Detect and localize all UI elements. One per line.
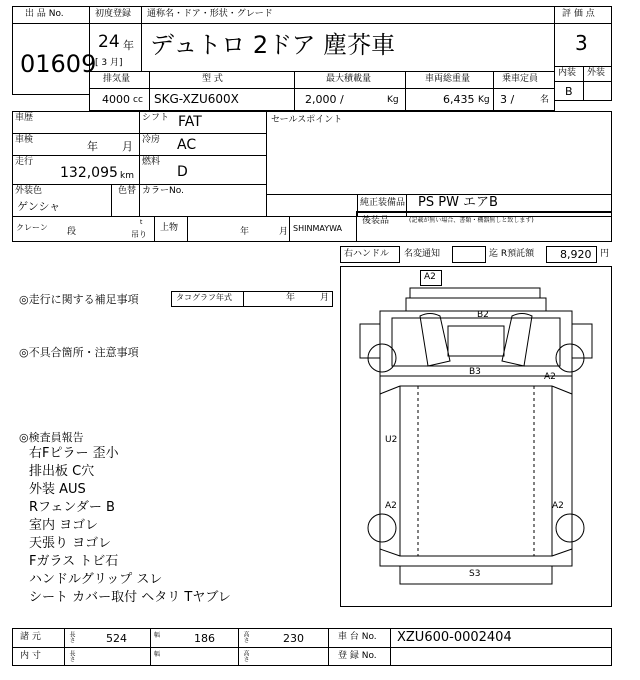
max-load-unit: Kg [387,95,399,105]
report-line: シート カバー取付 ヘタリ Tヤブレ [29,590,231,605]
height-value: 230 [283,632,304,645]
damage-mark: A2 [424,272,436,282]
inspection-month-unit: 月 [122,140,133,153]
registration-month: [ 3 月] [95,58,123,68]
transfer-notice-label: 名変通知 [404,249,441,259]
aircon-value: AC [177,137,197,153]
inner-dims-label: 内 寸 [20,651,41,661]
damage-mark: S3 [469,569,481,579]
interior-grade: B [565,85,573,98]
report-line: 排出板 C穴 [29,464,95,479]
damage-mark: U2 [385,435,398,445]
shift-value: FAT [178,114,202,130]
report-line: ハンドルグリップ スレ [29,572,163,587]
report-line: 外装 AUS [29,482,86,497]
color-change-label: 色替 [118,186,137,196]
body-maker: SHINMAYWA [293,224,343,233]
truck-outline [340,266,612,607]
shift-label: シフト [142,113,170,123]
recycle-deadline-label: 迄 R預託額 [489,249,535,259]
gross-weight-unit: Kg [478,95,490,105]
mileage-label: 走行 [15,157,34,167]
history-label: 車歴 [15,113,34,123]
tacho-label: タコグラフ年式 [176,293,232,302]
damage-mark: B3 [469,367,481,377]
body-year-unit: 年 [240,227,250,237]
dims-label: 諸 元 [20,632,41,642]
max-load-label: 最大積載量 [326,74,372,84]
first-registration-label: 初度登録 [95,9,132,19]
inspection-year-unit: 年 [87,140,98,153]
transfer-notice-field [452,246,486,263]
aftermarket-note: (記載が無い場合、書類・機器無しと致します) [409,217,534,224]
report-line: 室内 ヨゴレ [29,518,99,533]
details-box [12,111,612,217]
year-unit: 年 [123,39,134,52]
lot-number: 01609 [20,50,97,78]
crane-label: クレーン [16,223,48,232]
genuine-equipment: PS PW エアB [418,195,498,210]
displacement-label: 排気量 [103,74,131,84]
lot-label: 出 品 No. [25,9,64,19]
body-label: 上物 [160,223,179,233]
aftermarket-label: 後装品 [362,216,390,226]
yen-unit: 円 [600,249,610,259]
width-value: 186 [194,632,215,645]
length-label: 長さ [68,631,75,643]
damage-mark: B2 [477,310,489,320]
km-unit: km [120,171,134,181]
recycle-fee: 8,920 [560,248,592,261]
body-month-unit: 月 [279,227,289,237]
registration-year: 24 [98,32,120,52]
inspector-report-label: ◎検査員報告 [19,431,84,444]
report-line: 天張り ヨゴレ [29,536,112,551]
length-value: 524 [106,632,127,645]
chassis-number: XZU600-0002404 [397,630,512,645]
fuel-label: 燃料 [142,157,161,167]
chassis-label: 車 台 No. [338,632,377,642]
overall-score: 3 [575,31,588,55]
tacho-month-unit: 月 [320,293,330,303]
displacement: 4000 [102,93,130,106]
inner-height-label: 高さ [242,650,249,662]
capacity: 3 / [500,93,515,106]
inspection-label: 車検 [15,135,34,145]
color-code-label: カラーNo. [142,186,184,196]
running-notes-label: ◎走行に関する補足事項 [19,293,139,306]
mileage-value: 132,095 [60,165,118,181]
color-value: ゲンシャ [17,200,61,213]
capacity-unit: 名 [540,95,550,105]
inner-length-label: 長さ [68,650,75,662]
model-code: SKG-XZU600X [154,92,239,106]
damage-mark: A2 [544,372,556,382]
model-label: 型 式 [202,74,223,84]
registration-no-label: 登 録 No. [338,651,377,661]
gross-weight-label: 車両総重量 [425,74,471,84]
height-label: 高さ [242,631,249,643]
interior-label: 内装 [558,68,577,78]
crane-ton: t [140,219,143,226]
gross-weight: 6,435 [443,93,475,106]
sales-point-label: セールスポイント [271,115,343,125]
report-line: 右Fピラー 歪小 [29,446,119,461]
crane-hang: 吊り [131,230,147,239]
inner-width-label: 幅 [154,651,161,658]
damage-mark: A2 [552,501,564,511]
grade-label: 評 価 点 [562,9,595,19]
report-line: Fガラス トビ石 [29,554,119,569]
report-line: Rフェンダー B [29,500,115,515]
damage-mark: A2 [385,501,397,511]
fuel-value: D [177,164,188,180]
cc-unit: cc [133,95,143,105]
car-name: デュトロ 2ドア 塵芥車 [150,31,396,59]
tacho-year-unit: 年 [286,293,296,303]
crane-stage: 段 [67,227,77,237]
capacity-label: 乗車定員 [502,74,539,84]
color-label: 外装色 [15,186,43,196]
defect-notes-label: ◎不具合箇所・注意事項 [19,346,139,359]
exterior-label: 外装 [587,68,606,78]
genuine-label: 純正装備品 [360,198,406,208]
aircon-label: 冷房 [142,135,161,145]
car-name-label: 通称名・ドア・形状・グレード [147,9,273,19]
steering-value: 右ハンドル [344,249,390,259]
max-load: 2,000 / [305,93,344,106]
width-label: 幅 [154,632,161,639]
